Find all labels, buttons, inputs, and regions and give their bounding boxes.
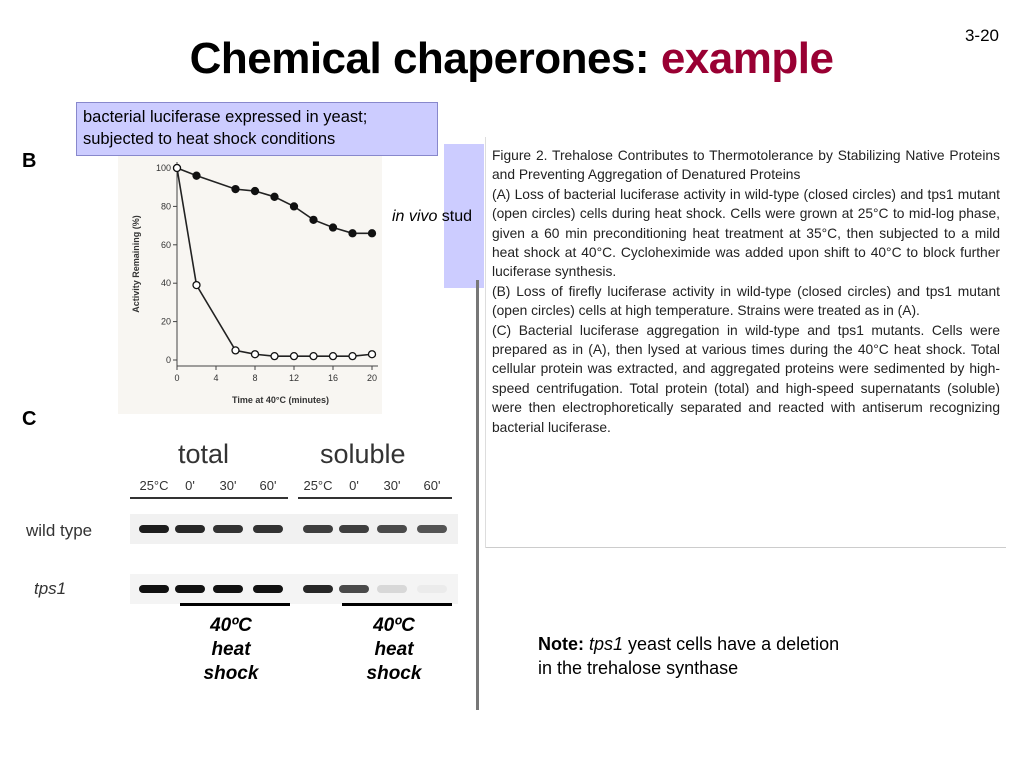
- panel-label-c: C: [22, 408, 37, 430]
- blot-group-soluble: soluble: [320, 439, 406, 469]
- data-point-closed: [271, 193, 278, 200]
- y-tick-label: 60: [160, 239, 171, 250]
- tps1-band: [303, 585, 333, 593]
- caption-b: (B) Loss of firefly luciferase activity in wild-type (closed circles) and tps1 mutant (open circles) cells at high temperature. Strains were treated as in (A).: [492, 283, 1000, 319]
- x-tick-label: 12: [288, 373, 300, 383]
- data-point-closed: [252, 188, 259, 195]
- data-point-open: [330, 353, 337, 360]
- title-main: Chemical chaperones:: [189, 34, 650, 83]
- tps1-band: [417, 585, 447, 593]
- tps1-band: [139, 585, 169, 593]
- data-point-open: [291, 353, 298, 360]
- heat-shock-label-left: 40ºC heat shock: [203, 615, 259, 684]
- lane-label: 25°C: [139, 478, 169, 493]
- heat-shock-label-right: 40ºC heat shock: [366, 615, 422, 684]
- data-point-open: [193, 282, 200, 289]
- wild-type-band: [417, 525, 447, 533]
- data-point-open: [232, 347, 239, 354]
- wild-type-band: [139, 525, 169, 533]
- y-axis-label: Activity Remaining (%): [131, 215, 141, 313]
- lane-label: 30': [219, 478, 237, 493]
- data-point-closed: [369, 230, 376, 237]
- lane-label: 25°C: [303, 478, 333, 493]
- wild-type-band: [175, 525, 205, 533]
- note-label: Note:: [538, 634, 584, 654]
- lane-label: 30': [383, 478, 401, 493]
- wild-type-band: [253, 525, 283, 533]
- lane-label: 0': [349, 478, 359, 493]
- wild-type-band: [377, 525, 407, 533]
- data-point-closed: [349, 230, 356, 237]
- note-text: Note: tps1 yeast cells have a deletion in the trehalose synthase: [538, 634, 840, 678]
- tps1-band: [339, 585, 369, 593]
- data-point-open: [174, 165, 181, 172]
- caption-a: (A) Loss of bacterial luciferase activity in wild-type (closed circles) and tps1 mutant (open circles) cells during heat shock. Cells were grown at 25°C to mid-log phase, given a 60 min preconditioning heat treatment at 35°C, then subjected to a mild heat shock at 40°C. Cycloheximide was added upon shift to 40°C to block further luciferase synthesis.: [492, 186, 1000, 280]
- vertical-divider: [476, 280, 479, 710]
- data-point-closed: [330, 224, 337, 231]
- y-tick-label: 40: [160, 278, 171, 289]
- caption-heading: Figure 2. Trehalose Contributes to Thermotolerance by Stabilizing Native Proteins and Preventing Aggregation of Denatured Proteins: [492, 148, 1000, 183]
- note-gene: tps1: [589, 634, 624, 654]
- wild-type-band: [339, 525, 369, 533]
- heat-shock-bar-right: [342, 603, 452, 606]
- y-tick-label: 0: [165, 355, 171, 365]
- x-tick-label: 16: [327, 373, 339, 383]
- callout-line-1: bacterial luciferase expressed in yeast;: [83, 108, 368, 126]
- x-tick-label: 20: [366, 373, 378, 383]
- tps1-band: [175, 585, 205, 593]
- lane-label: 0': [185, 478, 195, 493]
- data-point-closed: [291, 203, 298, 210]
- slide-number: 3-20: [964, 26, 999, 45]
- x-tick-label: 8: [252, 373, 258, 383]
- wild-type-band: [303, 525, 333, 533]
- lane-label: 60': [423, 478, 441, 493]
- tps1-band: [213, 585, 243, 593]
- caption-c: (C) Bacterial luciferase aggregation in wild-type and tps1 mutants. Cells were prepared as in (A), then lysed at various times during the 40°C heat shock. Total cellular protein was extracted, and aggregated proteins were sedimented by high-speed centrifugation. Total protein (total) and high-speed supernatants (soluble) were then electrophoretically separated and reacted with antiserum recognizing bacterial luciferase.: [492, 322, 1000, 435]
- panel-label-b: B: [22, 150, 37, 172]
- title-accent: example: [660, 34, 834, 83]
- x-axis-label: Time at 40°C (minutes): [232, 395, 329, 405]
- figure-caption: [492, 146, 1000, 437]
- data-point-closed: [193, 172, 200, 179]
- lane-label: 60': [259, 478, 277, 493]
- x-tick-label: 4: [213, 373, 219, 383]
- data-point-open: [310, 353, 317, 360]
- y-tick-label: 20: [160, 316, 171, 327]
- data-point-closed: [310, 216, 317, 223]
- x-tick-label: 0: [174, 373, 180, 383]
- data-point-open: [349, 353, 356, 360]
- row-label-wild-type: wild type: [26, 521, 93, 540]
- heat-shock-bar-left: [180, 603, 290, 606]
- data-point-closed: [232, 186, 239, 193]
- y-tick-label: 80: [160, 201, 171, 212]
- data-point-open: [252, 351, 259, 358]
- data-point-open: [271, 353, 278, 360]
- callout-line-2: subjected to heat shock conditions: [83, 130, 336, 148]
- data-point-open: [369, 351, 376, 358]
- blot-group-total: total: [178, 439, 230, 469]
- row-label-tps1: tps1: [34, 579, 67, 598]
- tps1-band: [253, 585, 283, 593]
- western-blot: [20, 430, 460, 610]
- tps1-band: [377, 585, 407, 593]
- y-tick-label: 100: [155, 163, 171, 173]
- wild-type-band: [213, 525, 243, 533]
- in-vivo-text: in vivo stud: [392, 208, 473, 225]
